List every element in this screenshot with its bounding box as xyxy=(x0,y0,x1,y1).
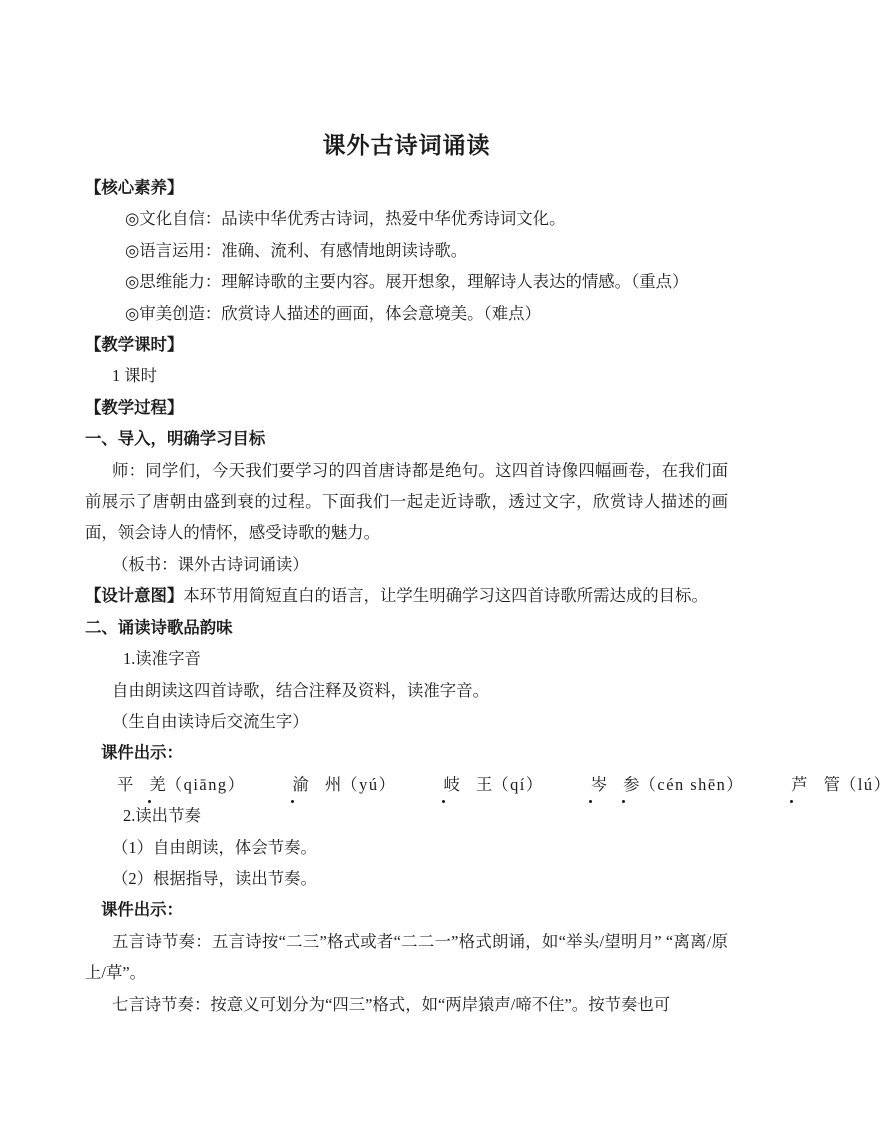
teacher-speech-paragraph: 师：同学们，今天我们要学习的四首唐诗都是绝句。这四首诗像四幅画卷，在我们面前展示了唐朝由盛到衰的过程。下面我们一起走近诗歌，透过文字，欣赏诗人描述的画面，领会诗人的情怀，感受诗歌的魅力。 xyxy=(85,460,728,543)
section-header-teaching-process: 【教学过程】 xyxy=(85,397,184,417)
step2-item-2: （2）根据指导，读出节奏。 xyxy=(112,868,317,888)
step1-student-activity: （生自由读诗后交流生字） xyxy=(112,711,309,731)
part1-heading: 一、导入，明确学习目标 xyxy=(85,429,266,449)
phonetic-hanzi: 管 xyxy=(823,774,840,794)
class-hours-value: 1 课时 xyxy=(112,366,158,386)
phonetic-hanzi: 岐 xyxy=(427,769,459,800)
design-intent-paragraph xyxy=(85,580,728,611)
step1-instruction: 自由朗读这四首诗歌，结合注释及资料，读准字音。 xyxy=(112,680,489,700)
core-literacy-item-culture: ◎文化自信：品读中华优秀古诗词，热爱中华优秀诗词文化。 xyxy=(125,209,566,229)
phonetic-hanzi: 州 xyxy=(324,774,342,794)
phonetic-pinyin: （qiāng） xyxy=(165,774,246,794)
lesson-plan-document xyxy=(85,131,892,1020)
core-literacy-item-language: ◎语言运用：准确、流利、有感情地朗读诗歌。 xyxy=(125,240,468,260)
phonetic-pinyin: （cén shēn） xyxy=(639,774,745,794)
phonetic-pinyin: （lú） xyxy=(839,774,892,794)
phonetic-pinyin: （yú） xyxy=(341,774,397,794)
phonetic-pinyin: （qí） xyxy=(492,774,544,794)
step1-title: 1.读准字音 xyxy=(123,649,201,669)
phonetic-item xyxy=(427,775,543,794)
phonetic-item xyxy=(575,775,744,794)
phonetic-hanzi: 岑 xyxy=(575,769,607,800)
phonetic-item xyxy=(276,775,396,794)
phonetic-hanzi: 平 xyxy=(117,774,134,794)
board-note: （板书：课外古诗词诵读） xyxy=(112,554,309,574)
courseware-label-2: 课件出示： xyxy=(101,900,183,920)
phonetic-hanzi: 羌 xyxy=(133,769,165,800)
phonetic-item xyxy=(775,775,891,794)
courseware-label-1: 课件出示： xyxy=(101,743,183,763)
phonetic-hanzi: 参 xyxy=(607,769,639,800)
phonetic-item xyxy=(101,775,245,794)
step2-title: 2.读出节奏 xyxy=(123,806,201,826)
five-char-rhythm-paragraph: 五言诗节奏：五言诗按“二三”格式或者“二二一”格式朗诵，如“举头/望明月” “离离/原上/草”。 xyxy=(85,931,728,983)
phonetic-hanzi: 王 xyxy=(475,774,493,794)
core-literacy-item-thinking: ◎思维能力：理解诗歌的主要内容。展开想象，理解诗人表达的情感。（重点） xyxy=(125,272,689,292)
section-header-class-hours: 【教学课时】 xyxy=(85,335,184,355)
core-literacy-item-aesthetics: ◎审美创造：欣赏诗人描述的画面，体会意境美。（难点） xyxy=(125,303,541,323)
page-title: 课外古诗词诵读 xyxy=(322,133,491,158)
step2-item-1: （1）自由朗读，体会节奏。 xyxy=(112,837,317,857)
seven-char-rhythm-paragraph: 七言诗节奏：按意义可划分为“四三”格式，如“两岸猿声/啼不住”。按节奏也可 xyxy=(112,994,671,1014)
part2-heading: 二、诵读诗歌品韵味 xyxy=(85,617,233,637)
design-intent-text: 本环节用简短直白的语言，让学生明确学习这四首诗歌所需达成的目标。 xyxy=(183,586,708,606)
section-header-core-literacy: 【核心素养】 xyxy=(85,178,184,197)
phonetic-row xyxy=(85,769,892,800)
phonetic-hanzi: 芦 xyxy=(775,769,807,800)
phonetic-hanzi: 渝 xyxy=(276,769,308,800)
design-intent-label: 【设计意图】 xyxy=(85,586,184,606)
